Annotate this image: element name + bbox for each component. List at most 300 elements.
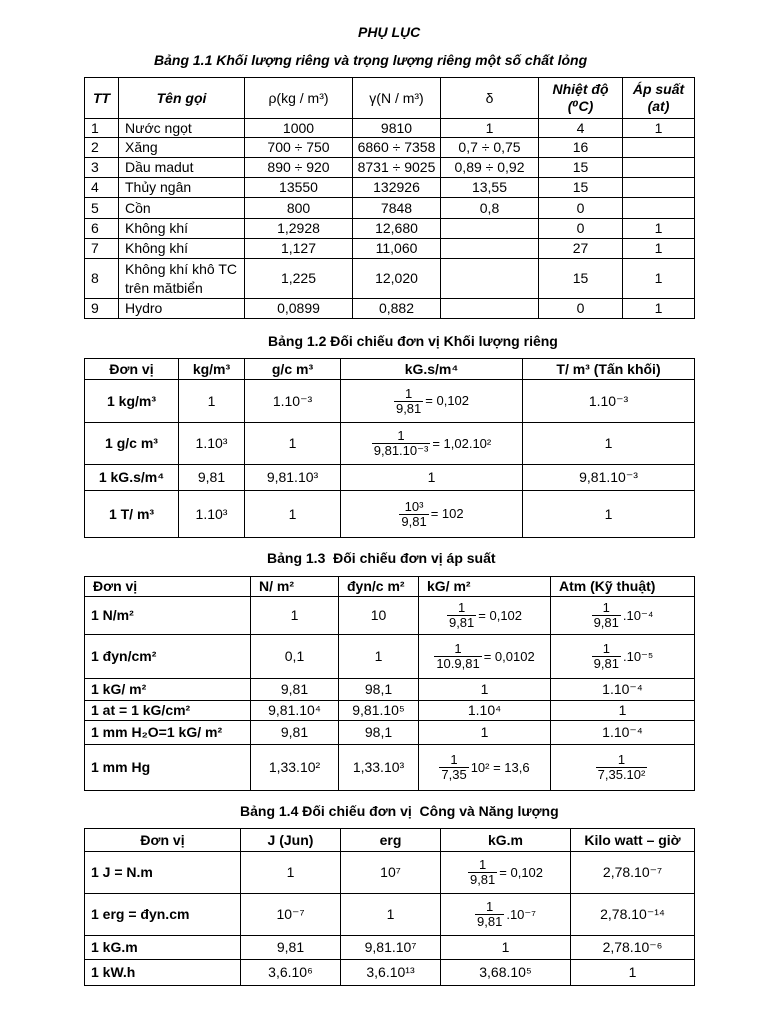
table-1-3-caption: Bảng 1.3 Đối chiếu đơn vị áp suất (267, 550, 496, 566)
table-cell (251, 701, 339, 721)
cell-text: 1 (286, 864, 295, 880)
formula-suffix: = 102 (430, 506, 464, 521)
fraction-numerator: 1 (592, 601, 621, 616)
fraction-denominator: 9,81 (477, 914, 503, 929)
cell-text: 2 (91, 139, 99, 155)
formula (434, 642, 534, 671)
row-unit-label (85, 491, 179, 538)
liquid-name (119, 158, 245, 178)
cell-text: 9810 (380, 119, 413, 136)
cell-text: 1.10⁻⁴ (602, 724, 643, 740)
cell-text: 6860 ÷ 7358 (357, 139, 436, 155)
header-row (85, 78, 695, 119)
table-cell (623, 119, 695, 138)
cell-text: 1 (207, 392, 216, 409)
fraction (399, 500, 428, 529)
table-header (85, 829, 695, 852)
cell-text: 1 (485, 119, 494, 136)
table-cell (441, 299, 539, 319)
cell-text: 1 (480, 724, 489, 740)
formula-suffix: .10⁻⁵ (622, 648, 654, 664)
table-row (85, 198, 695, 219)
fraction (596, 753, 648, 782)
cell-text: 11,060 (375, 240, 418, 256)
table-cell (339, 679, 419, 701)
table-cell (251, 721, 339, 745)
fraction-numerator: 1 (372, 429, 431, 444)
table-cell (341, 960, 441, 986)
cell-text: 0 (576, 220, 585, 236)
cell-text: 16 (572, 139, 589, 155)
row-unit-label (85, 852, 241, 894)
table-cell (441, 158, 539, 178)
table-row (85, 423, 695, 465)
cell-text: 1 (386, 906, 395, 922)
table-cell (441, 960, 571, 986)
cell-text: 1 kg/m³ (106, 392, 156, 409)
row-unit-label (85, 894, 241, 936)
cell-text: 1 (374, 648, 383, 664)
cell-text: 1 (288, 505, 297, 522)
fraction-numerator: 1 (596, 753, 648, 768)
column-header: Kilo watt – giờ (571, 829, 695, 852)
table-cell (245, 158, 353, 178)
cell-text: 9,81.10³ (266, 469, 319, 485)
cell-text: 8731 ÷ 9025 (357, 159, 436, 175)
cell-text: 1 (604, 505, 613, 522)
cell-text: 2,78.10⁻¹⁴ (600, 906, 665, 922)
cell-text: 1 J = N.m (91, 864, 153, 880)
cell-text: 4 (576, 119, 585, 136)
table-cell (539, 239, 623, 259)
cell-text: 7 (91, 240, 99, 256)
table-cell (441, 138, 539, 158)
cell-text: 9,81.10⁻³ (579, 469, 638, 485)
cell-text: 1 T/ m³ (108, 505, 155, 522)
table-cell (539, 138, 623, 158)
formula-suffix: .10⁻⁴ (622, 607, 654, 623)
table-cell (245, 491, 341, 538)
table-cell (539, 178, 623, 198)
table-cell (353, 219, 441, 239)
row-number (85, 178, 119, 198)
column-header: γ(N / m³) (353, 78, 441, 119)
fraction-denominator: 7,35.10² (597, 767, 646, 782)
table-cell (245, 198, 353, 219)
liquid-name (119, 299, 245, 319)
cell-text: Không khí (125, 240, 189, 256)
formula (592, 601, 654, 630)
table-row (85, 635, 695, 679)
table-cell (623, 158, 695, 178)
formula (447, 601, 522, 630)
cell-text: 3,68.10⁵ (479, 964, 532, 980)
table-cell (441, 198, 539, 219)
formula (468, 858, 543, 887)
table-cell (251, 745, 339, 791)
cell-text: 10 (370, 607, 387, 623)
table-cell (441, 178, 539, 198)
fraction-denominator: 9,81 (448, 615, 475, 630)
table-cell (623, 138, 695, 158)
cell-text: 7848 (380, 199, 413, 216)
cell-text: 800 (286, 199, 311, 216)
formula (394, 387, 469, 416)
formula (475, 900, 536, 929)
cell-text: 1 (618, 702, 627, 718)
fraction-denominator: 9,81 (593, 615, 619, 630)
table-cell (419, 597, 551, 635)
cell-text: 132926 (373, 179, 420, 195)
fraction-denominator: 9,81 (469, 872, 496, 887)
table-cell (623, 219, 695, 239)
table-row (85, 465, 695, 491)
cell-text: 12,020 (375, 270, 418, 286)
table-cell (441, 852, 571, 894)
row-number (85, 259, 119, 299)
table-cell (419, 635, 551, 679)
cell-text: 0 (576, 199, 585, 216)
row-unit-label (85, 701, 251, 721)
cell-text: 1.10⁻³ (272, 392, 313, 409)
cell-text: 13550 (279, 179, 318, 195)
cell-text: 27 (572, 240, 589, 256)
table-row (85, 491, 695, 538)
cell-text: 1 (480, 681, 489, 697)
table-cell (419, 679, 551, 701)
table-cell (339, 597, 419, 635)
table-cell (551, 679, 695, 701)
fraction-denominator: 9,81 (593, 656, 619, 671)
cell-text: 1.10⁴ (467, 702, 502, 718)
fraction-denominator: 9,81.10⁻³ (373, 443, 429, 458)
table-cell (623, 198, 695, 219)
liquid-name (119, 119, 245, 138)
column-header: Đơn vị (85, 829, 241, 852)
table-cell (623, 239, 695, 259)
cell-text: 1 at = 1 kG/cm² (91, 702, 191, 718)
table-body (85, 852, 695, 986)
column-header: đyn/c m² (339, 577, 419, 597)
table-cell (245, 138, 353, 158)
cell-text: 98,1 (364, 681, 393, 697)
liquid-name (119, 198, 245, 219)
table-row (85, 936, 695, 960)
table-cell (551, 701, 695, 721)
table-cell (353, 239, 441, 259)
row-unit-label (85, 635, 251, 679)
cell-text: 15 (572, 179, 589, 195)
cell-text: 1 (654, 119, 663, 136)
formula (372, 429, 491, 458)
table-cell (539, 198, 623, 219)
table-cell (523, 465, 695, 491)
cell-text: 1 (91, 119, 99, 136)
cell-text: Xăng (125, 139, 158, 155)
cell-text: 1 (288, 435, 297, 451)
cell-text: Không khí khô TC trên mătbiển (125, 260, 237, 296)
cell-text: 1 (654, 270, 663, 286)
appendix-title: PHỤ LỤC (358, 24, 421, 40)
column-header: J (Jun) (241, 829, 341, 852)
cell-text: 98,1 (364, 724, 393, 740)
header-row (85, 829, 695, 852)
formula-suffix: 10² = 13,6 (470, 759, 530, 775)
column-header: Đơn vị (85, 577, 251, 597)
table-cell (245, 239, 353, 259)
cell-text: 1,127 (280, 240, 317, 256)
table-cell (441, 219, 539, 239)
table-row (85, 852, 695, 894)
column-header: T/ m³ (Tấn khối) (523, 359, 695, 380)
table-cell (441, 239, 539, 259)
table-cell (353, 259, 441, 299)
table-cell (523, 423, 695, 465)
table-body (85, 119, 695, 319)
fraction-denominator: 9,81 (401, 513, 427, 529)
cell-text: 9,81 (280, 724, 309, 740)
column-header: TT (85, 78, 119, 119)
table-row (85, 701, 695, 721)
cell-text: 0,882 (378, 300, 415, 316)
cell-text: 1 N/m² (91, 607, 134, 623)
energy-unit-conversion-table (84, 828, 695, 986)
cell-text: 12,680 (375, 220, 418, 236)
liquid-name (119, 259, 245, 299)
table-row (85, 138, 695, 158)
cell-text: 5 (91, 199, 99, 216)
fraction-numerator: 1 (434, 642, 481, 657)
fraction-denominator: 9,81 (395, 400, 422, 416)
table-cell (571, 852, 695, 894)
cell-text: 1.10⁻³ (588, 392, 629, 409)
cell-text: 0,7 ÷ 0,75 (458, 139, 521, 155)
cell-text: 0,1 (284, 648, 305, 664)
cell-text: 1 kG/ m² (91, 681, 147, 697)
table-cell (241, 960, 341, 986)
cell-text: 4 (91, 179, 99, 195)
fraction (394, 387, 423, 416)
table-cell (245, 259, 353, 299)
row-number (85, 239, 119, 259)
pressure-unit-conversion-table (84, 576, 695, 791)
cell-text: 13,55 (471, 179, 508, 195)
table-cell (539, 219, 623, 239)
liquid-density-table (84, 77, 695, 319)
table-cell (245, 380, 341, 423)
formula (439, 753, 529, 782)
cell-text: 1 đyn/cm² (91, 648, 157, 664)
cell-text: 700 ÷ 750 (267, 139, 330, 155)
table-1-4-caption: Bảng 1.4 Đối chiếu đơn vị Công và Năng lượng (240, 803, 559, 819)
cell-text: 9,81.10⁷ (364, 939, 417, 955)
table-cell (245, 423, 341, 465)
cell-text: 3 (91, 159, 99, 175)
fraction (468, 858, 497, 887)
row-unit-label (85, 936, 241, 960)
cell-text: 2,78.10⁻⁶ (602, 939, 663, 955)
table-cell (353, 138, 441, 158)
table-cell (339, 721, 419, 745)
column-header: kG.m (441, 829, 571, 852)
cell-text: 0,0899 (277, 300, 320, 316)
cell-text: 1,33.10³ (352, 759, 405, 775)
cell-text: 1,33.10² (268, 759, 321, 775)
cell-text: 1 (654, 220, 663, 236)
table-cell (441, 119, 539, 138)
column-header: g/c m³ (245, 359, 341, 380)
column-header: kG/ m² (419, 577, 551, 597)
cell-text: 1,2928 (277, 220, 320, 236)
table-row (85, 745, 695, 791)
density-unit-conversion-table (84, 358, 695, 538)
table-cell (539, 299, 623, 319)
cell-text: Dầu madut (125, 159, 194, 175)
fraction (434, 642, 481, 671)
table-cell (245, 119, 353, 138)
table-cell (245, 299, 353, 319)
fraction-numerator: 1 (447, 601, 476, 616)
table-cell (341, 894, 441, 936)
cell-text: 9 (91, 300, 99, 316)
table-cell (571, 936, 695, 960)
formula (399, 500, 463, 529)
table-row (85, 239, 695, 259)
cell-text: 1 (501, 939, 510, 955)
table-cell (551, 745, 695, 791)
fraction (592, 601, 621, 630)
table-row (85, 380, 695, 423)
column-header: Nhiệt độ (⁰C) (539, 78, 623, 119)
fraction-numerator: 1 (475, 900, 504, 915)
cell-text: 8 (91, 270, 99, 286)
table-cell (339, 701, 419, 721)
cell-text: 1 kG.m (91, 939, 138, 955)
table-cell (419, 701, 551, 721)
cell-text: 9,81 (280, 681, 309, 697)
row-unit-label (85, 597, 251, 635)
table-cell (251, 597, 339, 635)
cell-text: 0,8 (479, 199, 500, 216)
table-cell (419, 745, 551, 791)
table-cell (353, 198, 441, 219)
row-number (85, 219, 119, 239)
table-cell (341, 423, 523, 465)
table-row (85, 299, 695, 319)
cell-text: 1 (654, 300, 663, 316)
fraction-numerator: 1 (592, 642, 621, 657)
cell-text: 6 (91, 220, 99, 236)
table-cell (251, 679, 339, 701)
cell-text: 3,6.10⁶ (268, 964, 313, 980)
column-header: ρ(kg / m³) (245, 78, 353, 119)
table-cell (179, 465, 245, 491)
cell-text: 1 erg = đyn.cm (91, 906, 190, 922)
formula-suffix: = 0,102 (478, 607, 523, 623)
table-row (85, 219, 695, 239)
cell-text: 1 (628, 964, 637, 980)
table-cell (441, 259, 539, 299)
table-cell (341, 465, 523, 491)
header-row (85, 577, 695, 597)
table-cell (353, 119, 441, 138)
table-cell (339, 745, 419, 791)
row-unit-label (85, 679, 251, 701)
row-number (85, 119, 119, 138)
table-row (85, 178, 695, 198)
table-header (85, 359, 695, 380)
cell-text: 9,81.10⁵ (352, 702, 405, 718)
formula-suffix: = 1,02.10² (432, 435, 492, 451)
column-header: Đơn vị (85, 359, 179, 380)
cell-text: 1.10⁻⁴ (602, 681, 643, 697)
cell-text: 1 kG.s/m⁴ (98, 469, 165, 485)
cell-text: 10⁷ (380, 864, 401, 880)
column-header: N/ m² (251, 577, 339, 597)
column-header: kg/m³ (179, 359, 245, 380)
cell-text: Nước ngọt (125, 119, 192, 136)
table-cell (551, 597, 695, 635)
cell-text: Không khí (125, 220, 189, 236)
table-cell (551, 721, 695, 745)
table-cell (571, 960, 695, 986)
cell-text: 890 ÷ 920 (267, 159, 330, 175)
cell-text: 1 (290, 607, 299, 623)
column-header: Atm (Kỹ thuật) (551, 577, 695, 597)
table-1-2-caption: Bảng 1.2 Đối chiếu đơn vị Khối lượng riêng (268, 333, 558, 349)
cell-text: 0,89 ÷ 0,92 (454, 159, 525, 175)
table-cell (353, 178, 441, 198)
fraction-numerator: 10³ (399, 500, 428, 515)
table-cell (341, 936, 441, 960)
formula-suffix: .10⁻⁷ (506, 906, 536, 922)
cell-text: 9,81 (197, 469, 226, 485)
cell-text: 1 (604, 435, 613, 451)
fraction-numerator: 1 (439, 753, 468, 768)
cell-text: 1,225 (280, 270, 317, 286)
cell-text: 10⁻⁷ (276, 906, 305, 922)
table-cell (245, 178, 353, 198)
table-cell (179, 380, 245, 423)
table-cell (571, 894, 695, 936)
cell-text: 3,6.10¹³ (366, 964, 415, 980)
table-cell (251, 635, 339, 679)
formula (592, 642, 654, 671)
table-row (85, 259, 695, 299)
table-cell (179, 423, 245, 465)
cell-text: 1 (427, 469, 436, 485)
table-cell (623, 299, 695, 319)
fraction (439, 753, 468, 782)
table-header (85, 577, 695, 597)
table-row (85, 894, 695, 936)
table-cell (539, 259, 623, 299)
table-cell (551, 635, 695, 679)
cell-text: 1 kW.h (91, 964, 136, 980)
column-header: δ (441, 78, 539, 119)
row-unit-label (85, 465, 179, 491)
liquid-name (119, 178, 245, 198)
table-row (85, 119, 695, 138)
table-cell (245, 465, 341, 491)
formula-suffix: = 0,0102 (483, 648, 535, 664)
liquid-name (119, 239, 245, 259)
table-body (85, 597, 695, 791)
table-row (85, 158, 695, 178)
row-unit-label (85, 423, 179, 465)
table-row (85, 679, 695, 701)
table-cell (419, 721, 551, 745)
